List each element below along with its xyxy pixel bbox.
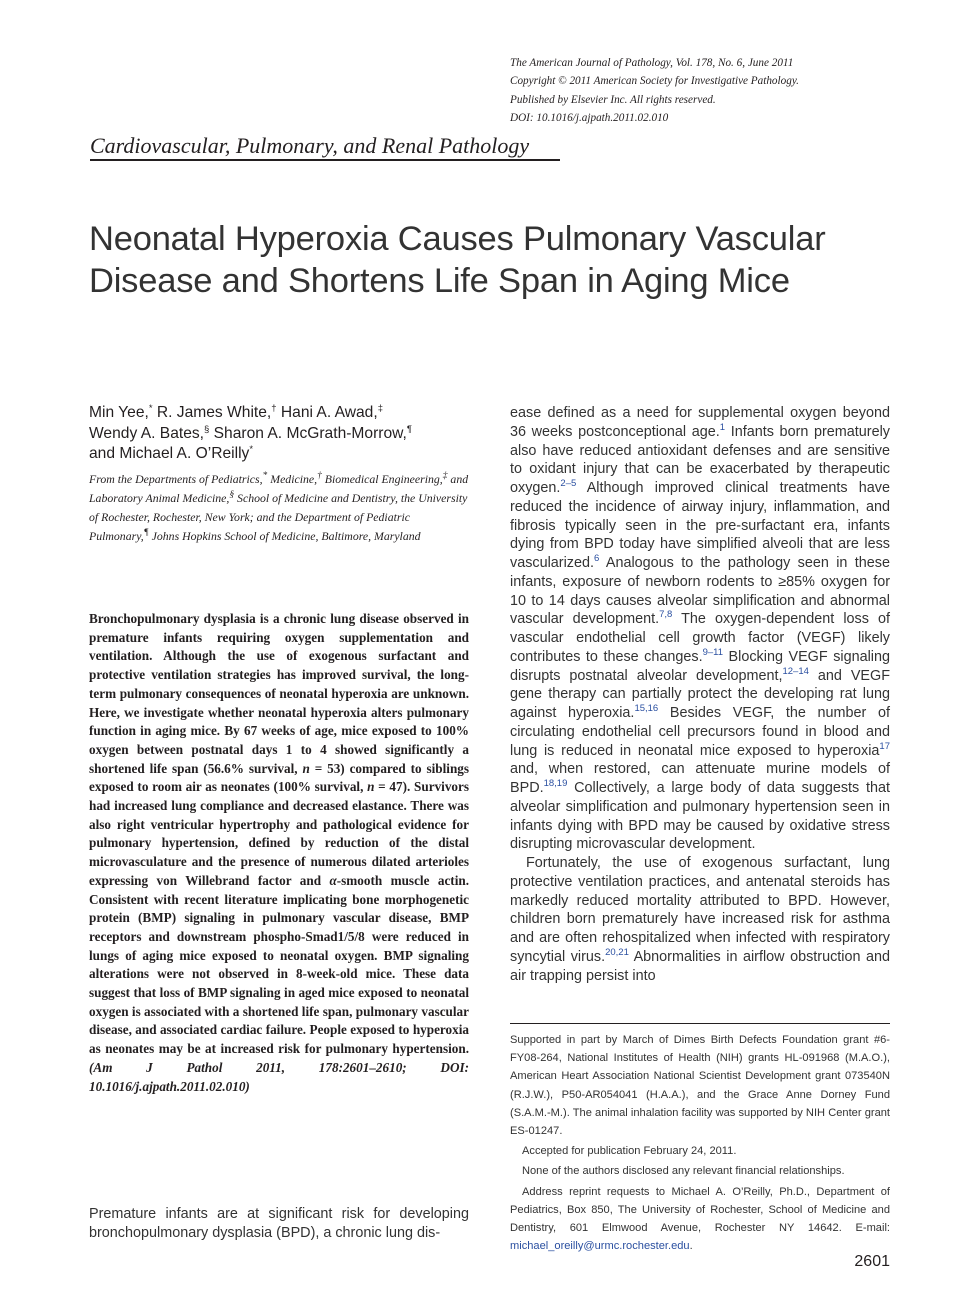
abstract-text: -smooth muscle actin. Consistent with recent literature implicating bone morphogenetic protein (BMP) signaling in pulmonary vascular disease, BMP receptors and downstream phospho-Smad1/5/8 were reduced in lungs of aging mice exposed to neonatal oxygen. BMP signaling alterations were not observed in 8-week-old mice. These data suggest that loss of BMP signaling in aged mice exposed to neonatal oxygen is associated with a shortened life span, pulmonary vascular disease, and associated cardiac failure. People exposed to hyperoxia as neonates may be at increased risk for pulmonary hypertension. [89,872,469,1057]
body-text: and, when restored, can attenuate murine models of BPD. [510,761,890,796]
affiliation-text: From the Departments of Pediatrics, [89,472,263,486]
journal-citation: The American Journal of Pathology, Vol. 178, No. 6, June 2011 [510,57,794,69]
footnote-rule [510,1023,890,1024]
body-text: and VEGF gene therapy can partially protect the developing rat lung against hyperoxia. [510,667,890,721]
disclosure-note: None of the authors disclosed any relevant financial relationships. [522,1165,845,1178]
abstract-text: Bronchopulmonary dysplasia is a chronic lung disease observed in premature infants requiring oxygen supplementation and ventilation. Although the use of exogenous surfactant and protective ventilation strategies has improved survival, the long-term pulmonary consequences of neonatal hyperoxia are unknown. Here, we investigate whether neonatal hyperoxia alters pulmonary function in aging mice. By 67 weeks of age, mice exposed to 100% oxygen between postnatal days 1 to 4 showed significantly a shortened life span (56.6% survival, [89,611,469,776]
affiliation-mark: † [271,402,277,414]
affiliations [89,470,469,546]
author-name: Min Yee, [89,404,149,421]
email-link[interactable]: michael_oreilly@urmc.rochester.edu [510,1240,690,1253]
correspondence-note [510,1183,890,1256]
article-title [89,218,909,302]
body-text: Fortunately, the use of exogenous surfactant, lung protective ventilation practices, and antenatal steroids has markedly reduced mortality attributed to BPD. However, children born prematurely have increased risk for asthma and are often rehospitalized when infected with respiratory syncytial virus. [510,855,890,965]
abstract-citation: (Am J Pathol 2011, 178:2601–2610; DOI: 10.1016/j.ajpath.2011.02.010) [89,1059,469,1094]
body-paragraph [510,854,890,985]
reference-link[interactable]: 15,16 [634,703,659,715]
abstract-text: = 47). Survivors had increased lung compliance and decreased elastance. There was also right ventricular hypertrophy and pathological evidence for pulmonary hypertension, defined by reduction of the distal microvasculature and the presence of numerous dilated arterioles expressing von Willebrand factor and [89,779,469,888]
introduction-start: Premature infants are at significant risk for developing bronchopulmonary dysplasia (BPD), a chronic lung dis- [89,1206,469,1241]
reference-link[interactable]: 18,19 [543,778,568,790]
author-name: and Michael A. O’Reilly [89,445,250,462]
affiliation-mark: ¶ [143,528,149,539]
body-paragraph [510,404,890,854]
body-text: Blocking VEGF signaling disrupts postnatal alveolar development, [510,648,890,684]
doi-line: DOI: 10.1016/j.ajpath.2011.02.010 [510,112,669,125]
reference-link[interactable]: 20,21 [605,946,629,958]
funding-footnote: Supported in part by March of Dimes Birth Defects Foundation grant #6-FY08-264, National Institutes of Health (NIH) grants HL-091968 (M.A.O.), American Heart Association National Scientist Development grant 073540N (R.J.W.), P50-AR054041 (H.A.A.), and the Grace Anne Dorney Fund (S.A.M.-M.). The animal inhalation facility was supported by NIH Center grant ES-01247. [510,1034,890,1138]
author-name: Sharon A. McGrath-Morrow, [209,424,407,442]
publisher-line: Published by Elsevier Inc. All rights reserved. [510,93,716,106]
author-name: R. James White, [152,404,272,421]
affiliation-mark: * [262,471,268,482]
journal-info [510,54,910,128]
n-symbol: n [302,760,310,776]
author-name: Hani A. Awad, [276,404,378,421]
section-rule [90,159,560,161]
affiliation-mark: * [148,402,153,414]
affiliation-mark: * [249,443,254,455]
abstract-text: = 53) compared to siblings exposed to room air as neonates (100% survival, [89,760,470,795]
n-symbol: n [367,779,375,795]
affiliation-text: Johns Hopkins School of Medicine, Baltimore, Maryland [148,529,421,543]
body-text: Abnormalities in airflow obstruction and air trapping persist into [510,948,890,984]
affiliation-mark: ‡ [442,471,448,482]
affiliation-mark: § [204,423,210,435]
affiliation-mark: ¶ [406,423,412,435]
affiliation-mark: † [317,471,322,482]
accepted-date: Accepted for publication February 24, 2011. [522,1145,737,1158]
body-text: Collectively, a large body of data suggests that alveolar simplification and pulmonary hypertension seen in infants dying with BPD may be caused by oxidative stress disrupting microvascular development. [510,780,890,853]
body-text: ease defined as a need for supplemental oxygen beyond 36 weeks postconceptional age. [510,405,890,440]
body-text: Infants born prematurely also have reduced antioxidant defenses and are sensitive to oxidant injury that can be exacerbated by therapeutic oxygen. [510,423,890,496]
affiliation-text: and Laboratory Animal Medicine, [89,472,469,505]
reference-link[interactable]: 12–14 [782,665,809,677]
affiliation-mark: ‡ [377,402,383,414]
author-list [89,403,469,465]
body-text: The oxygen-dependent loss of vascular endothelial cell growth factor (VEGF) likely contributes to these changes. [510,611,890,665]
reference-link[interactable]: 9–11 [702,646,724,658]
affiliation-text: School of Medicine and Dentistry, the University of Rochester, Rochester, New York; and the Department of Pediatric Pulmonary, [89,491,468,543]
abstract [89,610,469,1096]
body-column-right [510,404,890,985]
reference-link[interactable]: 7,8 [659,609,673,621]
body-text: Besides VEGF, the number of circulating endothelial cell precursors found in blood and lung is reduced in neonatal mice exposed to hyperoxia [510,705,890,759]
article-title-line-2: Disease and Shortens Life Span in Aging Mice [89,262,790,300]
reference-link[interactable]: 6 [593,553,600,565]
body-text: Although improved clinical treatments have reduced the incidence of airway injury, inflammation, and fibrosis typically seen in the pre-surfactant era, infants dying from BPD today have simplified alveoli that are less vascularized. [510,480,890,571]
footnotes [510,1031,890,1257]
affiliation-text: Medicine, [267,472,318,486]
affiliation-text: Biomedical Engineering, [321,472,443,486]
alpha-symbol: α [329,872,337,888]
affiliation-mark: § [229,490,235,501]
correspondence-address: Address reprint requests to Michael A. O’Reilly, Ph.D., Department of Pediatrics, Box 850, The University of Rochester, School of Medicine and Dentistry, 601 Elmwood Avenue, Rochester NY 14642. E-mail: [510,1185,890,1235]
punctuation: . [689,1240,693,1253]
article-title-line-1: Neonatal Hyperoxia Causes Pulmonary Vascular [89,220,826,258]
reference-link[interactable]: 2–5 [560,478,577,490]
reference-link[interactable]: 17 [879,740,890,752]
copyright-line: Copyright © 2011 American Society for Investigative Pathology. [510,75,799,88]
author-name: Wendy A. Bates, [89,424,204,442]
page-number: 2601 [854,1253,890,1270]
reference-link[interactable]: 1 [719,421,726,433]
body-text: Analogous to the pathology seen in these infants, exposure of newborn rodents to ≥85% oxygen for 10 to 14 days causes alveolar simplification and abnormal vascular development. [510,555,890,628]
section-title: Cardiovascular, Pulmonary, and Renal Pathology [90,133,530,158]
